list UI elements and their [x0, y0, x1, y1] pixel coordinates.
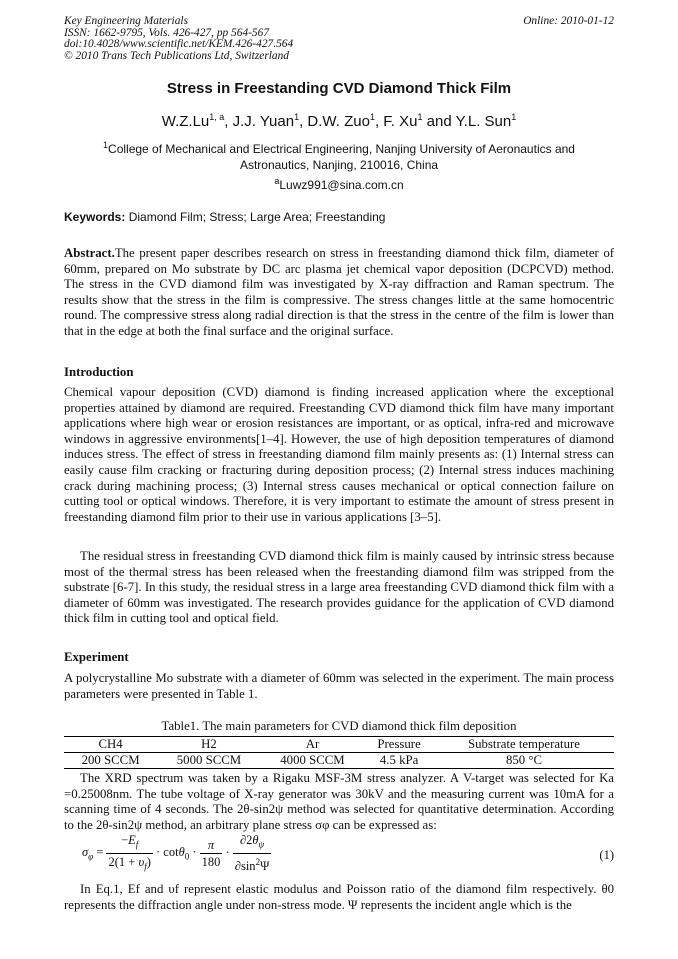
author-sup: 1	[294, 112, 300, 122]
issn-line: ISSN: 1662-9795, Vols. 426-427, pp 564-567	[64, 26, 270, 39]
equation-number: (1)	[599, 848, 614, 862]
affiliation-text: College of Mechanical and Electrical Engineering, Nanjing University of Aeronautics and Astronautics, Nanjing, 210016, China	[108, 142, 575, 172]
table-cell: 4000 SCCM	[280, 753, 345, 767]
author-email	[0, 176, 678, 192]
introduction-p1: Chemical vapour deposition (CVD) diamond is finding increased application where the exceptional properties attained by diamond are required. Freestanding CVD diamond thick film have many important applications where high wear or erosion resistances are important, or as optical, infra-red and microwave windows in aggressive environments[1–4]. However, the use of high deposition temperatures of diamond induces stress. The effect of stress in freestanding diamond film mainly presents as: (1) Internal stress can easily cause film cracking or fracturing during deposition process; (2) Internal stress induces machining crack during machining process; (3) Internal stress causes mechanical or optical connection failure on cutting tool or optical windows. Therefore, it is very important to estimate the amount of stress present in freestanding diamond film prior to their use in various applications [3–5].	[64, 385, 614, 524]
introduction-heading: Introduction	[64, 365, 134, 379]
author-name: , J.J. Yuan	[224, 113, 295, 130]
author-name: , D.W. Zuo	[299, 113, 370, 130]
journal-name: Key Engineering Materials	[64, 15, 189, 27]
introduction-p2: The residual stress in freestanding CVD diamond thick film is mainly caused by intrinsic stress because most of the thermal stress has been released when the freestanding diamond film was stripped from the substrate [6-7]. In this study, the residual stress in a large area freestanding CVD diamond thick film with a diameter of 60mm was investigated. The research provides guidance for the application of CVD diamond thick film in cutting tool and optical field.	[64, 549, 614, 626]
author-sup: 1	[417, 112, 423, 122]
table-header-cell: Ar	[305, 737, 320, 751]
table-header-cell: Substrate temperature	[468, 737, 580, 751]
author-sup: 1	[369, 112, 375, 122]
author-name: and Y.L. Sun	[422, 113, 512, 130]
doi-line: doi:10.4028/www.scientific.net/KEM.426-427.564	[64, 38, 294, 50]
table-cell: 200 SCCM	[81, 753, 140, 767]
table-header-cell: CH4	[98, 737, 123, 751]
copyright-line: © 2010 Trans Tech Publications Ltd, Switzerland	[64, 49, 289, 62]
table-header-cell: H2	[201, 737, 217, 751]
experiment-p2: The XRD spectrum was taken by a Rigaku MSF-3M stress analyzer. A V-target was selected for Ka =0.25008nm. The tube voltage of X-ray generator was 30kV and the measuring current was 10mA for a scanning time of 4 seconds. The 2θ-sin2ψ method was selected for quantitative determination. According to the 2θ-sin2ψ method, an arbitrary plane stress σφ can be expressed as:	[64, 771, 614, 832]
running-header	[64, 16, 614, 62]
affiliation-sup: 1	[103, 140, 109, 150]
experiment-p3: In Eq.1, Ef and υf represent elastic modulus and Poisson ratio of the diamond film respectively. θ0 represents the diffraction angle under non-stress mode. Ψ represents the incident angle which is the	[64, 882, 614, 912]
author-sup: 1, a	[209, 112, 225, 122]
email-text: Luwz991@sina.com.cn	[279, 178, 404, 192]
table-header-cell: Pressure	[377, 737, 421, 751]
email-sup: a	[274, 176, 280, 186]
parameters-table	[64, 736, 614, 769]
author-name: W.Z.Lu	[161, 113, 210, 130]
experiment-p1: A polycrystalline Mo substrate with a diameter of 60mm was selected in the experiment. The main process parameters were presented in Table 1.	[64, 671, 614, 701]
table-row	[64, 753, 614, 769]
table-caption: Table1. The main parameters for CVD diamond thick film deposition	[161, 719, 517, 733]
experiment-heading: Experiment	[64, 650, 129, 664]
abstract	[64, 246, 614, 340]
author-sup: 1	[511, 112, 517, 122]
abstract-label: Abstract.	[64, 246, 115, 260]
author-list	[0, 112, 678, 130]
paper-title: Stress in Freestanding CVD Diamond Thick Film	[166, 80, 512, 97]
affiliation	[90, 138, 588, 173]
keywords-label: Keywords:	[64, 210, 126, 224]
author-name: , F. Xu	[374, 113, 418, 130]
table-cell: 5000 SCCM	[176, 753, 242, 767]
keywords	[64, 210, 385, 224]
online-date: Online: 2010-01-12	[523, 15, 614, 27]
equation-1	[64, 832, 614, 876]
table-cell: 850 °C	[505, 753, 542, 767]
table-header-row	[64, 737, 614, 753]
table-cell: 4.5 kPa	[379, 753, 419, 767]
keywords-text: Diamond Film; Stress; Large Area; Freestanding	[125, 210, 386, 224]
abstract-text: The present paper describes research on stress in freestanding diamond thick film, diameter of 60mm, prepared on Mo substrate by DC arc plasma jet chemical vapor deposition (DCPCVD) method. The stress in the CVD diamond film was investigated by X-ray diffraction and Raman spectrum. The results show that the stress in the film is compressive. The stress changes little at the same homocentric round. The compressive stress along radial direction is that the stress in the centre of the film is lower than that in the edge at both the final surface and the original surface.	[64, 246, 614, 338]
equation-expression: $\sigma_\varphi$ = $\frac{-E_f}{2(1 + \upsilon_f)}$ · cotθ$_0$ · $\frac{\pi}{180}$ · $\frac{\partial 2\theta_\psi}{\partial\sin^2\Psi}$	[82, 833, 270, 873]
